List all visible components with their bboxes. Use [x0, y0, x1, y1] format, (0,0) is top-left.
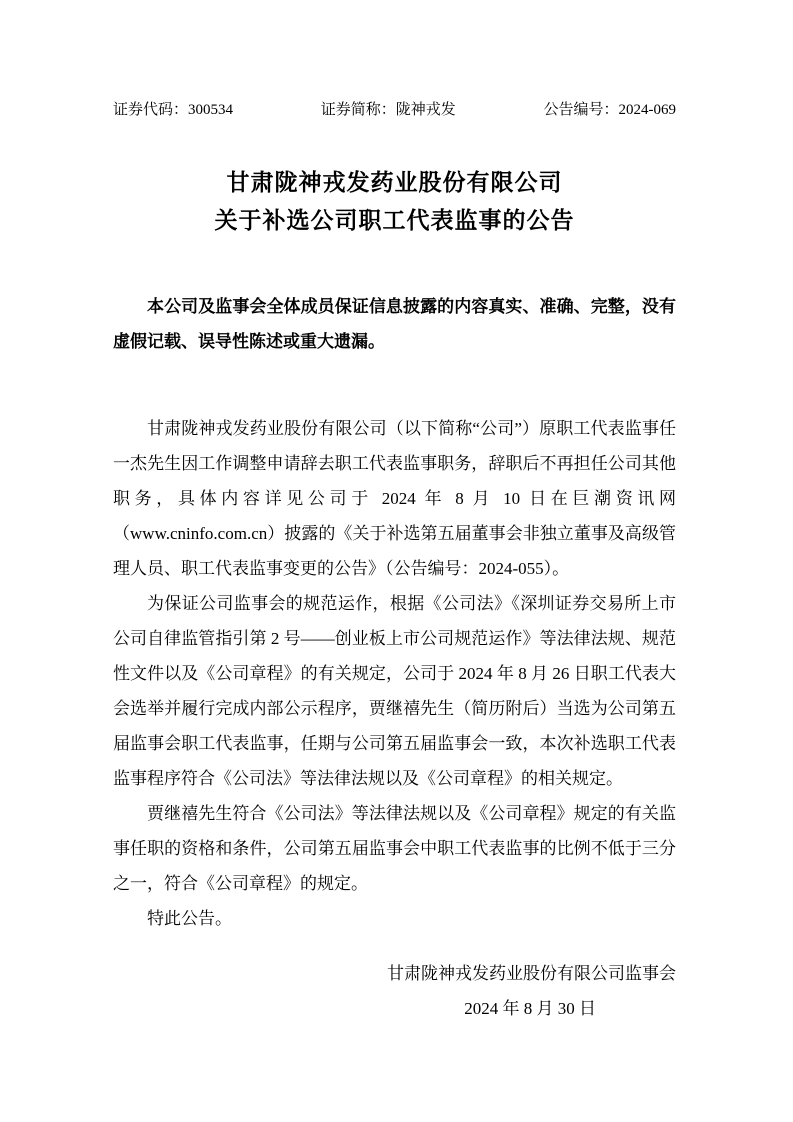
signature-date: 2024 年 8 月 30 日 — [464, 999, 596, 1018]
paragraph-qualification: 贾继禧先生符合《公司法》等法律法规以及《公司章程》规定的有关监事任职的资格和条件，公司第五届监事会中职工代表监事的比例不低于三分之一，符合《公司章程》的规定。 — [113, 804, 676, 893]
stock-code: 证券代码：300534 — [113, 102, 234, 118]
announcement-number: 公告编号：2024-069 — [543, 102, 676, 118]
document-header — [113, 100, 676, 120]
stock-short-name: 证券简称：陇神戎发 — [320, 102, 456, 118]
signature-block — [113, 956, 676, 1026]
truthfulness-statement: 本公司及监事会全体成员保证信息披露的内容真实、准确、完整，没有虚假记载、误导性陈述或重大遗漏。 — [113, 297, 676, 351]
paragraph-election: 为保证公司监事会的规范运作，根据《公司法》《深圳证券交易所上市公司自律监管指引第 2 号——创业板上市公司规范运作》等法律法规、规范性文件以及《公司章程》的有关规定，公司于 2024 年 8 月 26 日职工代表大会选举并履行完成内部公示程序，贾继禧先生（简历附后）当选为公司第五届监事会职工代表监事，任期与公司第五届监事会一致，本次补选职工代表监事程序符合《公司法》等法律法规以及《公司章程》的相关规定。 — [113, 594, 676, 788]
announcement-title: 关于补选公司职工代表监事的公告 — [214, 208, 575, 233]
paragraph-resignation: 甘肃陇神戎发药业股份有限公司（以下简称“公司”）原职工代表监事任一杰先生因工作调整申请辞去职工代表监事职务，辞职后不再担任公司其他职务，具体内容详见公司于 2024 年 8 月 10 日在巨潮资讯网（www.cninfo.com.cn）披露的《关于补选第五届董事会非独立董事及高级管理人员、职工代表监事变更的公告》（公告编号：2024-055）。 — [113, 419, 676, 578]
paragraph-closing: 特此公告。 — [147, 909, 232, 928]
signature-company: 甘肃陇神戎发药业股份有限公司监事会 — [387, 964, 676, 983]
company-name-title: 甘肃陇神戎发药业股份有限公司 — [226, 170, 563, 195]
